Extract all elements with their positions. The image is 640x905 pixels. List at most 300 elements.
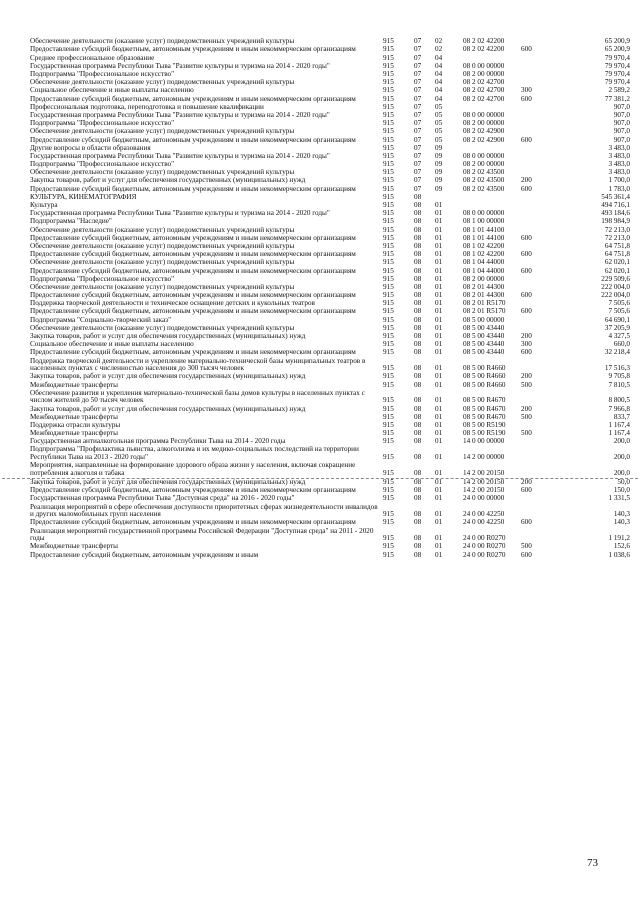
row-ved-code: 915 <box>383 258 394 267</box>
row-subsection-code: 04 <box>435 61 443 70</box>
row-target-code: 08 2 02 42900 <box>463 127 505 136</box>
row-ved-code: 915 <box>383 299 394 308</box>
row-target-code: 08 5 00 43440 <box>463 332 505 341</box>
row-target-code: 08 2 01 R5170 <box>463 299 506 308</box>
row-section-code: 08 <box>414 380 422 389</box>
row-expense-type: 500 <box>521 380 532 389</box>
row-ved-code: 915 <box>383 437 394 446</box>
row-section-code: 08 <box>414 453 422 462</box>
row-subsection-code: 04 <box>435 70 443 79</box>
row-ved-code: 915 <box>383 37 394 46</box>
row-subsection-code: 04 <box>435 86 443 95</box>
row-amount: 79 970,4 <box>604 70 630 79</box>
row-subsection-code: 01 <box>435 478 443 487</box>
table-row <box>30 527 630 543</box>
row-target-code: 14 2 00 20150 <box>463 478 505 487</box>
row-section-code: 08 <box>414 266 422 275</box>
row-subsection-code: 09 <box>435 160 443 169</box>
row-name: Предоставление субсидий бюджетным, автономным учреждениям и иным <box>30 550 259 559</box>
row-subsection-code: 01 <box>435 307 443 316</box>
row-amount: 64 751,8 <box>604 241 630 250</box>
row-name: Мероприятия, направленные на формирование здорового образа жизни у населения, включая сокращение потребления алкоголя и табака <box>30 461 356 477</box>
row-ved-code: 915 <box>383 176 394 185</box>
row-target-code: 08 5 00 R4660 <box>463 364 506 373</box>
row-subsection-code: 05 <box>435 102 443 111</box>
row-name: Поддержка отрасли культуры <box>30 420 121 429</box>
row-target-code: 24 0 00 42250 <box>463 510 505 519</box>
row-subsection-code: 09 <box>435 151 443 160</box>
row-ved-code: 915 <box>383 127 394 136</box>
row-section-code: 08 <box>414 364 422 373</box>
row-section-code: 08 <box>414 468 422 477</box>
row-amount: 1 038,6 <box>608 550 630 559</box>
row-subsection-code: 01 <box>435 429 443 438</box>
row-ved-code: 915 <box>383 160 394 169</box>
row-amount: 545 361,4 <box>601 192 630 201</box>
table-row <box>30 210 630 218</box>
row-target-code: 08 1 01 44100 <box>463 233 505 242</box>
row-amount: 198 984,9 <box>601 217 630 226</box>
row-name: Другие вопросы в области образования <box>30 143 151 152</box>
row-amount: 3 483,0 <box>608 143 630 152</box>
table-row <box>30 462 630 478</box>
row-section-code: 07 <box>414 94 422 103</box>
row-section-code: 08 <box>414 486 422 495</box>
row-ved-code: 915 <box>383 307 394 316</box>
row-subsection-code: 01 <box>435 250 443 259</box>
row-target-code: 24 0 00 00000 <box>463 494 505 503</box>
row-ved-code: 915 <box>383 340 394 349</box>
table-row <box>30 405 630 413</box>
row-amount: 7 505,6 <box>608 307 630 316</box>
row-section-code: 08 <box>414 291 422 300</box>
table-row <box>30 413 630 421</box>
row-amount: 1 783,0 <box>608 184 630 193</box>
row-subsection-code: 01 <box>435 542 443 551</box>
row-ved-code: 915 <box>383 453 394 462</box>
row-ved-code: 915 <box>383 478 394 487</box>
row-amount: 1 700,0 <box>608 176 630 185</box>
row-ved-code: 915 <box>383 70 394 79</box>
row-name: Закупка товаров, работ и услуг для обеспечения государственных (муниципальных) нужд <box>30 478 306 487</box>
row-name: Предоставление субсидий бюджетным, автономным учреждениям и иным некоммерческим организациям <box>30 250 356 259</box>
row-amount: 140,3 <box>613 510 630 519</box>
row-amount: 200,0 <box>613 453 630 462</box>
row-ved-code: 915 <box>383 168 394 177</box>
row-name: Социальное обеспечение и иные выплаты населению <box>30 340 194 349</box>
row-ved-code: 915 <box>383 266 394 275</box>
row-ved-code: 915 <box>383 201 394 210</box>
table-row <box>30 446 630 462</box>
row-amount: 77 381,2 <box>604 94 630 103</box>
row-amount: 79 970,4 <box>604 78 630 87</box>
row-ved-code: 915 <box>383 534 394 543</box>
row-ved-code: 915 <box>383 94 394 103</box>
row-name: Межбюджетные трансферты <box>30 542 118 551</box>
row-expense-type: 600 <box>521 486 532 495</box>
row-section-code: 08 <box>414 437 422 446</box>
row-section-code: 07 <box>414 176 422 185</box>
row-amount: 4 327,5 <box>608 332 630 341</box>
row-subsection-code: 09 <box>435 168 443 177</box>
row-amount: 140,3 <box>613 518 630 527</box>
row-ved-code: 915 <box>383 282 394 291</box>
row-section-code: 08 <box>414 282 422 291</box>
row-section-code: 07 <box>414 102 422 111</box>
row-subsection-code: 01 <box>435 332 443 341</box>
row-name: Подпрограмма "Наследие" <box>30 217 112 226</box>
row-section-code: 07 <box>414 110 422 119</box>
row-name: Предоставление субсидий бюджетным, автономным учреждениям и иным некоммерческим организациям <box>30 348 356 357</box>
row-ved-code: 915 <box>383 78 394 87</box>
row-name: Предоставление субсидий бюджетным, автономным учреждениям и иным некоммерческим организациям <box>30 518 356 527</box>
row-section-code: 08 <box>414 518 422 527</box>
row-subsection-code: 01 <box>435 468 443 477</box>
row-target-code: 08 5 00 00000 <box>463 315 505 324</box>
row-section-code: 07 <box>414 61 422 70</box>
row-section-code: 08 <box>414 534 422 543</box>
row-name: Обеспечение деятельности (оказание услуг) подведомственных учреждений культуры <box>30 225 295 234</box>
row-target-code: 08 1 01 44100 <box>463 225 505 234</box>
row-section-code: 08 <box>414 225 422 234</box>
row-subsection-code: 01 <box>435 241 443 250</box>
row-subsection-code: 01 <box>435 233 443 242</box>
row-subsection-code: 01 <box>435 225 443 234</box>
row-name: Обеспечение деятельности (оказание услуг) подведомственных учреждений культуры <box>30 168 295 177</box>
row-ved-code: 915 <box>383 217 394 226</box>
row-subsection-code: 01 <box>435 420 443 429</box>
row-name: Профессиональная подготовка, переподготовка и повышение квалификации <box>30 102 264 111</box>
row-amount: 1 191,2 <box>608 534 630 543</box>
row-name: Предоставление субсидий бюджетным, автономным учреждениям и иным некоммерческим организациям <box>30 135 356 144</box>
row-name: Реализация мероприятий государственной программы Российской Федерации "Доступная среда" на 2011 - 2020 годы <box>30 526 374 543</box>
row-section-code: 08 <box>414 340 422 349</box>
row-subsection-code: 01 <box>435 282 443 291</box>
row-section-code: 07 <box>414 86 422 95</box>
row-expense-type: 600 <box>521 233 532 242</box>
row-amount: 200,0 <box>613 437 630 446</box>
row-target-code: 08 5 00 R5190 <box>463 429 506 438</box>
row-amount: 907,0 <box>613 127 630 136</box>
row-expense-type: 600 <box>521 291 532 300</box>
row-ved-code: 915 <box>383 510 394 519</box>
row-ved-code: 915 <box>383 429 394 438</box>
row-name: Обеспечение деятельности (оказание услуг) подведомственных учреждений культуры <box>30 127 295 136</box>
row-subsection-code: 01 <box>435 258 443 267</box>
row-target-code: 14 0 00 00000 <box>463 437 505 446</box>
row-target-code: 08 5 00 R5190 <box>463 420 506 429</box>
row-target-code: 08 0 00 00000 <box>463 209 505 218</box>
row-subsection-code: 01 <box>435 291 443 300</box>
row-name: Предоставление субсидий бюджетным, автономным учреждениям и иным некоммерческим организациям <box>30 45 356 54</box>
row-section-code: 08 <box>414 307 422 316</box>
row-amount: 65 200,9 <box>604 45 630 54</box>
row-ved-code: 915 <box>383 494 394 503</box>
row-amount: 660,0 <box>613 340 630 349</box>
row-subsection-code: 01 <box>435 201 443 210</box>
row-subsection-code: 01 <box>435 340 443 349</box>
row-amount: 907,0 <box>613 135 630 144</box>
row-subsection-code: 01 <box>435 323 443 332</box>
row-ved-code: 915 <box>383 209 394 218</box>
row-name: Предоставление субсидий бюджетным, автономным учреждениям и иным некоммерческим организациям <box>30 184 356 193</box>
row-ved-code: 915 <box>383 53 394 62</box>
row-amount: 3 483,0 <box>608 151 630 160</box>
row-ved-code: 915 <box>383 486 394 495</box>
row-section-code: 08 <box>414 201 422 210</box>
row-ved-code: 915 <box>383 372 394 381</box>
row-amount: 907,0 <box>613 110 630 119</box>
row-subsection-code: 01 <box>435 437 443 446</box>
row-expense-type: 600 <box>521 94 532 103</box>
row-target-code: 08 5 00 43440 <box>463 348 505 357</box>
row-section-code: 07 <box>414 168 422 177</box>
row-ved-code: 915 <box>383 61 394 70</box>
row-amount: 64 751,8 <box>604 250 630 259</box>
row-target-code: 08 1 02 42200 <box>463 241 505 250</box>
row-name: Поддержка творческой деятельности и техническое оснащение детских и кукольных театров <box>30 299 315 308</box>
row-section-code: 08 <box>414 348 422 357</box>
row-section-code: 07 <box>414 70 422 79</box>
row-amount: 833,7 <box>613 412 630 421</box>
row-subsection-code: 01 <box>435 518 443 527</box>
row-section-code: 08 <box>414 396 422 405</box>
row-target-code: 08 2 01 44300 <box>463 282 505 291</box>
row-name: Предоставление субсидий бюджетным, автономным учреждениям и иным некоммерческим организациям <box>30 233 356 242</box>
row-ved-code: 915 <box>383 110 394 119</box>
row-section-code: 08 <box>414 217 422 226</box>
row-section-code: 08 <box>414 299 422 308</box>
row-target-code: 08 2 02 43500 <box>463 184 505 193</box>
row-amount: 7 505,6 <box>608 299 630 308</box>
table-row <box>30 422 630 430</box>
row-subsection-code: 01 <box>435 217 443 226</box>
row-section-code: 07 <box>414 53 422 62</box>
row-ved-code: 915 <box>383 184 394 193</box>
row-section-code: 08 <box>414 372 422 381</box>
row-ved-code: 915 <box>383 143 394 152</box>
row-ved-code: 915 <box>383 404 394 413</box>
row-section-code: 08 <box>414 494 422 503</box>
row-subsection-code: 05 <box>435 110 443 119</box>
row-ved-code: 915 <box>383 468 394 477</box>
row-section-code: 08 <box>414 241 422 250</box>
row-amount: 493 184,6 <box>601 209 630 218</box>
row-amount: 65 200,9 <box>604 37 630 46</box>
row-target-code: 08 2 02 42700 <box>463 78 505 87</box>
row-target-code: 14 2 00 00000 <box>463 453 505 462</box>
row-expense-type: 500 <box>521 412 532 421</box>
row-name: Подпрограмма "Профилактика пьянства, алкоголизма и их медико-социальных последствий на территории Республики Тыва на 2013 - 2020 годы" <box>30 445 359 462</box>
row-section-code: 08 <box>414 429 422 438</box>
row-subsection-code: 02 <box>435 37 443 46</box>
table-row <box>30 503 630 519</box>
row-ved-code: 915 <box>383 323 394 332</box>
row-subsection-code: 09 <box>435 176 443 185</box>
row-expense-type: 600 <box>521 550 532 559</box>
row-ved-code: 915 <box>383 151 394 160</box>
row-name: Предоставление субсидий бюджетным, автономным учреждениям и иным некоммерческим организациям <box>30 94 356 103</box>
row-ved-code: 915 <box>383 518 394 527</box>
row-target-code: 08 5 00 R4660 <box>463 372 506 381</box>
row-amount: 9 705,8 <box>608 372 630 381</box>
row-subsection-code: 05 <box>435 127 443 136</box>
row-amount: 37 205,9 <box>604 323 630 332</box>
row-target-code: 08 2 00 00000 <box>463 119 505 128</box>
row-section-code: 08 <box>414 542 422 551</box>
row-ved-code: 915 <box>383 274 394 283</box>
row-section-code: 07 <box>414 135 422 144</box>
row-name: Подпрограмма "Профессиональное искусство" <box>30 119 175 128</box>
row-amount: 1 167,4 <box>608 420 630 429</box>
row-subsection-code: 01 <box>435 550 443 559</box>
row-name: Обеспечение развития и укрепления материально-технической базы домов культуры в населенных пунктах с числом жителей до 50 тысяч человек <box>30 388 365 405</box>
row-amount: 72 213,0 <box>604 233 630 242</box>
row-target-code: 08 2 00 00000 <box>463 70 505 79</box>
row-ved-code: 915 <box>383 315 394 324</box>
row-expense-type: 200 <box>521 372 532 381</box>
row-subsection-code: 01 <box>435 372 443 381</box>
row-name: Предоставление субсидий бюджетным, автономным учреждениям и иным некоммерческим организациям <box>30 266 356 275</box>
row-expense-type: 500 <box>521 429 532 438</box>
row-name: Предоставление субсидий бюджетным, автономным учреждениям и иным некоммерческим организациям <box>30 307 356 316</box>
row-target-code: 08 2 02 42900 <box>463 135 505 144</box>
row-expense-type: 300 <box>521 86 532 95</box>
row-subsection-code: 01 <box>435 315 443 324</box>
row-target-code: 08 1 04 44000 <box>463 266 505 275</box>
row-section-code: 08 <box>414 550 422 559</box>
row-subsection-code: 01 <box>435 299 443 308</box>
row-target-code: 08 5 00 R4670 <box>463 412 506 421</box>
row-target-code: 08 2 02 42200 <box>463 45 505 54</box>
row-target-code: 08 2 00 00000 <box>463 160 505 169</box>
row-subsection-code: 01 <box>435 510 443 519</box>
row-target-code: 08 5 00 R4670 <box>463 404 506 413</box>
row-expense-type: 600 <box>521 266 532 275</box>
row-name: Обеспечение деятельности (оказание услуг) подведомственных учреждений культуры <box>30 323 295 332</box>
row-amount: 8 800,5 <box>608 396 630 405</box>
row-ved-code: 915 <box>383 420 394 429</box>
row-section-code: 08 <box>414 209 422 218</box>
row-name: Государственная программа Республики Тыва "Доступная среда" на 2016 - 2020 годы" <box>30 494 295 503</box>
row-amount: 7 810,5 <box>608 380 630 389</box>
row-expense-type: 600 <box>521 250 532 259</box>
table-row <box>30 389 630 405</box>
row-name: Среднее профессиональное образование <box>30 53 155 62</box>
row-ved-code: 915 <box>383 102 394 111</box>
row-target-code: 08 2 02 43500 <box>463 168 505 177</box>
row-ved-code: 915 <box>383 380 394 389</box>
row-section-code: 07 <box>414 45 422 54</box>
row-amount: 200,0 <box>613 468 630 477</box>
row-amount: 79 970,4 <box>604 61 630 70</box>
row-ved-code: 915 <box>383 192 394 201</box>
row-name: Подпрограмма "Социально-творческий заказ" <box>30 315 172 324</box>
row-target-code: 24 0 00 R0270 <box>463 550 506 559</box>
row-subsection-code: 01 <box>435 494 443 503</box>
row-name: Межбюджетные трансферты <box>30 429 118 438</box>
row-amount: 907,0 <box>613 119 630 128</box>
row-subsection-code: 01 <box>435 404 443 413</box>
row-name: Подпрограмма "Профессиональное искусство" <box>30 274 175 283</box>
row-ved-code: 915 <box>383 550 394 559</box>
row-section-code: 07 <box>414 160 422 169</box>
row-name: Закупка товаров, работ и услуг для обеспечения государственных (муниципальных) нужд <box>30 332 306 341</box>
row-section-code: 08 <box>414 258 422 267</box>
row-ved-code: 915 <box>383 364 394 373</box>
row-section-code: 08 <box>414 233 422 242</box>
row-name: Государственная программа Республики Тыва "Развитие культуры и туризма на 2014 - 2020 годы" <box>30 209 330 218</box>
row-target-code: 08 1 02 42200 <box>463 250 505 259</box>
row-name: Государственная программа Республики Тыва "Развитие культуры и туризма на 2014 - 2020 годы" <box>30 151 330 160</box>
row-ved-code: 915 <box>383 348 394 357</box>
row-name: Обеспечение деятельности (оказание услуг) подведомственных учреждений культуры <box>30 282 295 291</box>
row-target-code: 14 2 00 20150 <box>463 486 505 495</box>
row-ved-code: 915 <box>383 225 394 234</box>
row-amount: 3 483,0 <box>608 160 630 169</box>
row-amount: 494 716,1 <box>601 201 630 210</box>
row-section-code: 08 <box>414 274 422 283</box>
row-section-code: 07 <box>414 78 422 87</box>
table-row <box>30 551 630 559</box>
row-subsection-code: 05 <box>435 119 443 128</box>
row-section-code: 07 <box>414 151 422 160</box>
row-name: Реализация мероприятий в сфере обеспечения доступности приоритетных сферах жизнедеятельности инвалидов и других маломобильных групп населения <box>30 502 378 519</box>
row-expense-type: 200 <box>521 332 532 341</box>
row-target-code: 08 2 02 42700 <box>463 94 505 103</box>
row-name: Обеспечение деятельности (оказание услуг) подведомственных учреждений культуры <box>30 78 295 87</box>
row-name: КУЛЬТУРА, КИНЕМАТОГРАФИЯ <box>30 192 137 201</box>
row-name: Культура <box>30 201 58 210</box>
row-name: Социальное обеспечение и иные выплаты населению <box>30 86 194 95</box>
row-name: Поддержка творческой деятельности и укрепление материально-технической базы муниципальных театров в населенных пунктах с численностью населения до 300 тысяч человек <box>30 356 366 373</box>
row-subsection-code: 05 <box>435 135 443 144</box>
row-ved-code: 915 <box>383 241 394 250</box>
row-name: Закупка товаров, работ и услуг для обеспечения государственных (муниципальных) нужд <box>30 372 306 381</box>
row-section-code: 07 <box>414 37 422 46</box>
row-target-code: 08 2 01 44300 <box>463 291 505 300</box>
row-subsection-code: 01 <box>435 209 443 218</box>
row-target-code: 08 0 00 00000 <box>463 110 505 119</box>
row-target-code: 14 2 00 20150 <box>463 468 505 477</box>
row-section-code: 08 <box>414 250 422 259</box>
row-expense-type: 500 <box>521 542 532 551</box>
row-subsection-code: 01 <box>435 266 443 275</box>
row-amount: 3 483,0 <box>608 168 630 177</box>
row-target-code: 24 0 00 R0270 <box>463 534 506 543</box>
row-ved-code: 915 <box>383 332 394 341</box>
row-target-code: 08 1 00 00000 <box>463 217 505 226</box>
row-expense-type: 600 <box>521 45 532 54</box>
row-target-code: 08 2 02 42700 <box>463 86 505 95</box>
row-name: Государственная программа Республики Тыва "Развитие культуры и туризма на 2014 - 2020 годы" <box>30 61 330 70</box>
row-amount: 222 004,0 <box>601 282 630 291</box>
row-target-code: 08 1 04 44000 <box>463 258 505 267</box>
table-row <box>30 373 630 381</box>
row-section-code: 08 <box>414 192 422 201</box>
row-ved-code: 915 <box>383 119 394 128</box>
row-expense-type: 600 <box>521 348 532 357</box>
row-ved-code: 915 <box>383 233 394 242</box>
row-section-code: 08 <box>414 510 422 519</box>
row-expense-type: 600 <box>521 184 532 193</box>
row-name: Закупка товаров, работ и услуг для обеспечения государственных (муниципальных) нужд <box>30 404 306 413</box>
page-number: 73 <box>587 857 598 869</box>
row-subsection-code: 01 <box>435 453 443 462</box>
row-ved-code: 915 <box>383 45 394 54</box>
row-amount: 62 020,1 <box>604 258 630 267</box>
row-ved-code: 915 <box>383 542 394 551</box>
